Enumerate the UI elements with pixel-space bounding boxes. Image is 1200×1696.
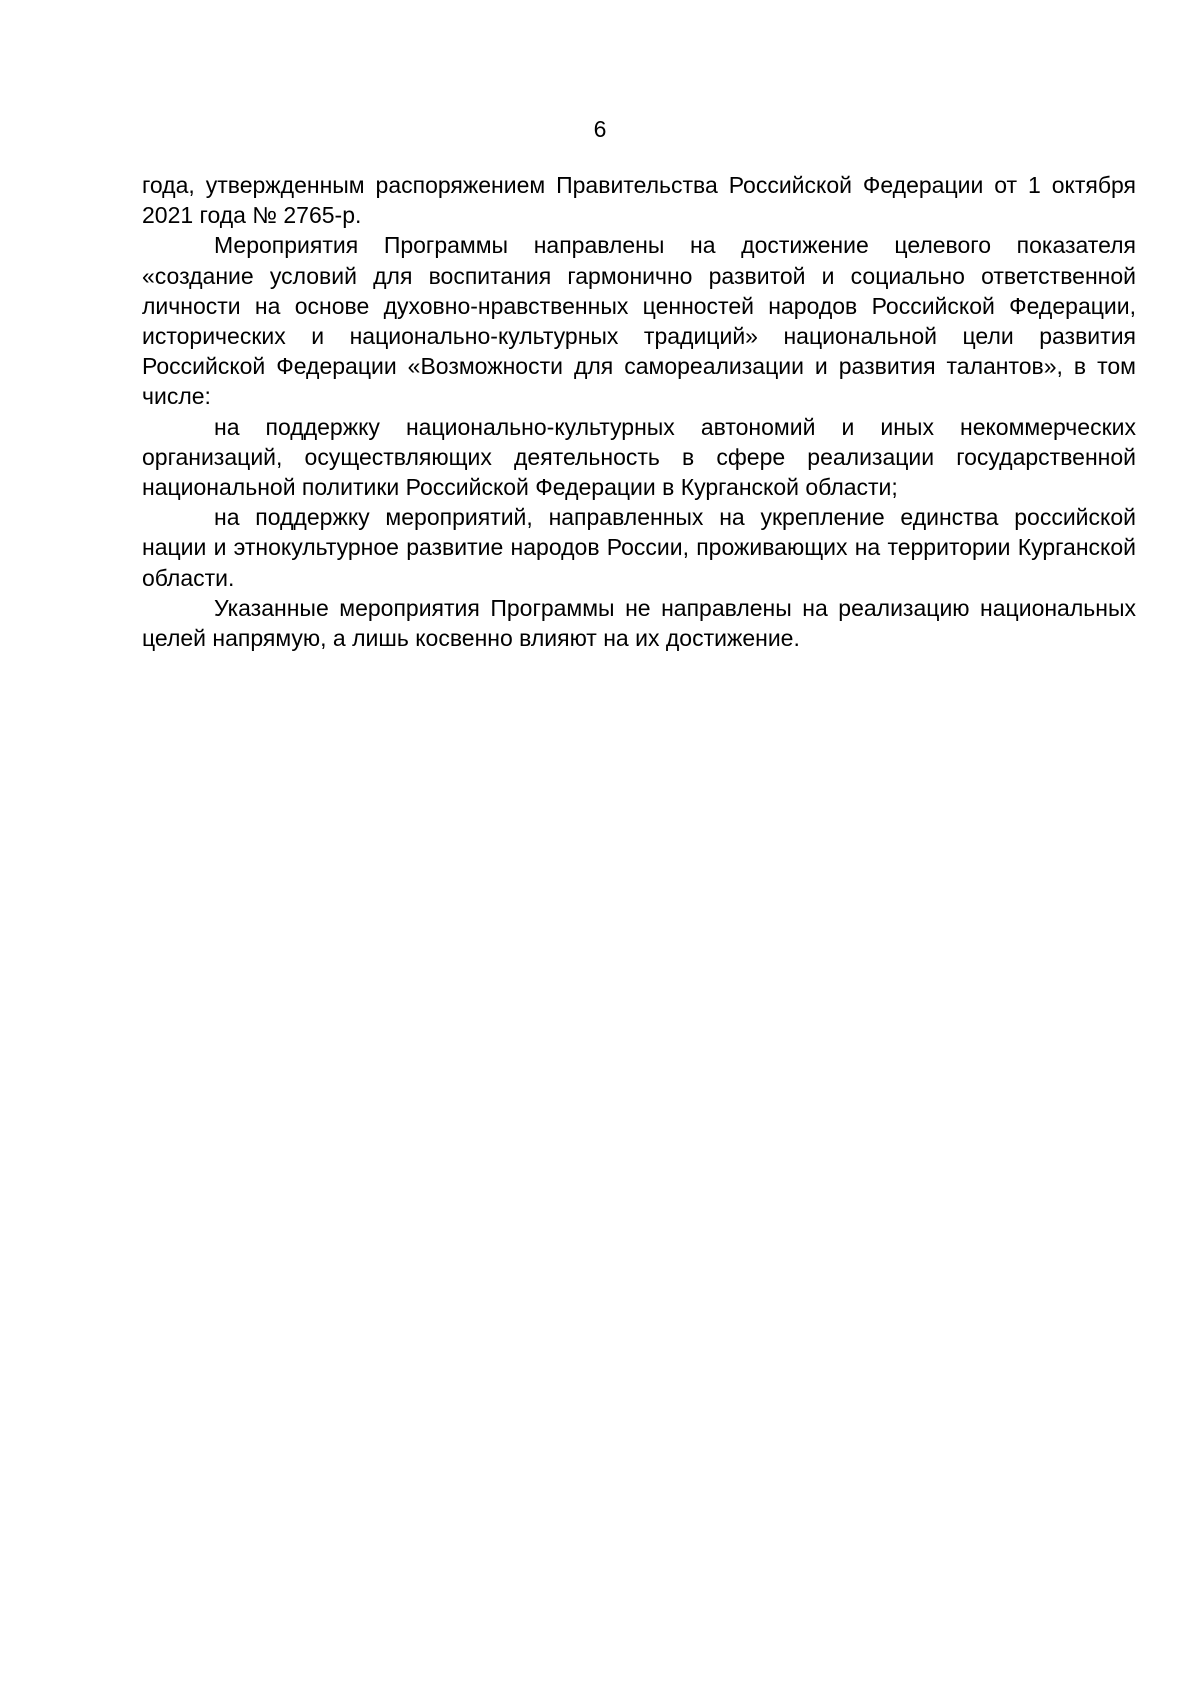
document-body — [142, 170, 1136, 653]
paragraph-program-goal: Мероприятия Программы направлены на достижение целевого показателя «создание условий для воспитания гармонично развитой и социально ответственной личности на основе духовно-нравственных ценностей народов Российской Федерации, исторических и национально-культурных традиций» национальной цели развития Российской Федерации «Возможности для самореализации и развития талантов», в том числе: — [142, 232, 1136, 410]
page-number: 6 — [593, 116, 607, 142]
paragraph-support-autonomies: на поддержку национально-культурных автономий и иных некоммерческих организаций, осуществляющих деятельность в сфере реализации государственной национальной политики Российской Федерации в Курганской области; — [142, 413, 1136, 501]
paragraph-continuation: года, утвержденным распоряжением Правительства Российской Федерации от 1 октября 2021 года № 2765-р. — [142, 172, 1136, 229]
paragraph-support-events: на поддержку мероприятий, направленных на укрепление единства российской нации и этнокультурное развитие народов России, проживающих на территории Курганской области. — [142, 504, 1136, 591]
paragraph-indirect-effect: Указанные мероприятия Программы не направлены на реализацию национальных целей напрямую, а лишь косвенно влияют на их достижение. — [142, 594, 1136, 652]
